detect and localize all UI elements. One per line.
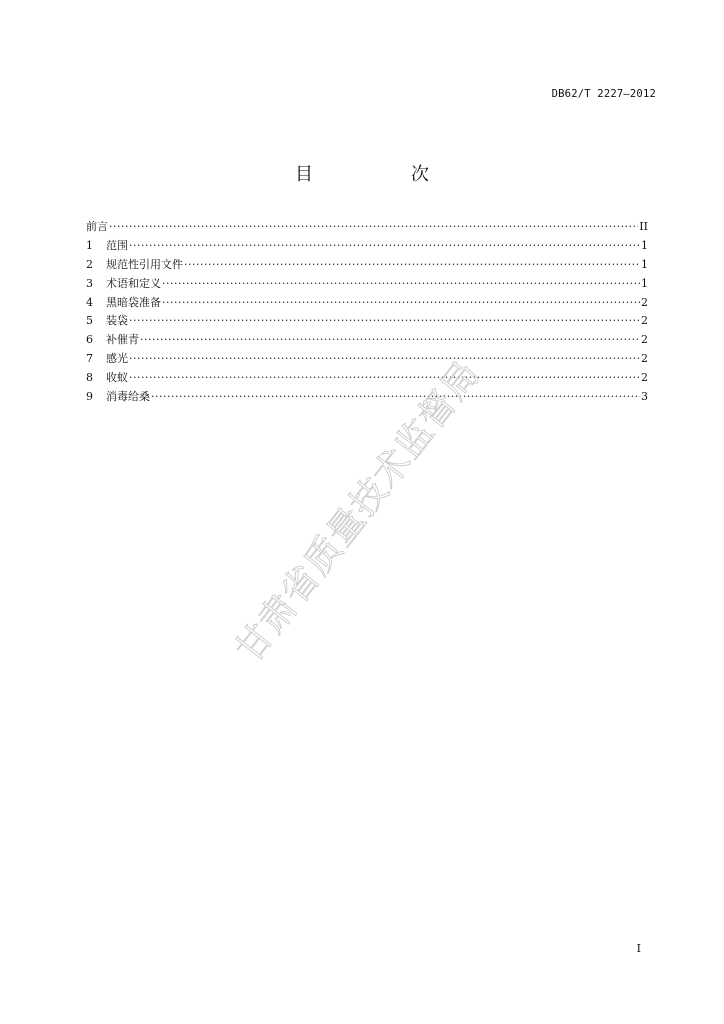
toc-entry-number: 9	[86, 390, 93, 404]
toc-entry-page: 2	[641, 333, 648, 347]
toc-entry-label: 装袋	[106, 314, 128, 328]
toc-entry-label: 术语和定义	[106, 276, 161, 290]
toc-dot-leader	[184, 256, 640, 275]
toc-title: 目 次	[295, 164, 469, 185]
toc-entry-label: 消毒给桑	[106, 390, 150, 404]
toc-entry-4[interactable]	[86, 294, 648, 313]
toc-entry-page: 1	[641, 257, 648, 271]
toc-entry-page: 1	[641, 276, 648, 290]
toc-entry-label: 范围	[106, 238, 128, 252]
toc-dot-leader	[109, 218, 638, 237]
toc-entry-5[interactable]	[86, 312, 648, 331]
toc-entry-2[interactable]	[86, 256, 648, 275]
toc-entry-9[interactable]	[86, 388, 648, 407]
toc-entry-number: 6	[86, 333, 93, 347]
toc-entry-number: 3	[86, 276, 93, 290]
toc-entry-label: 规范性引用文件	[106, 257, 183, 271]
toc-entry-1[interactable]	[86, 237, 648, 256]
toc-entry-label: 感光	[106, 352, 128, 366]
toc-entry-page: 2	[641, 371, 648, 385]
toc-dot-leader	[151, 388, 640, 407]
toc-entry-foreword[interactable]	[86, 218, 648, 237]
toc-dot-leader	[129, 369, 640, 388]
toc-entry-7[interactable]	[86, 350, 648, 369]
toc-dot-leader	[129, 312, 640, 331]
toc-dot-leader	[162, 294, 640, 313]
toc-dot-leader	[162, 275, 640, 294]
toc-entry-number: 7	[86, 352, 93, 366]
document-code: DB62/T 2227—2012	[551, 88, 656, 100]
page-number: I	[636, 942, 641, 955]
toc-entry-6[interactable]	[86, 331, 648, 350]
toc-entry-number: 4	[86, 295, 93, 309]
toc-entry-page: 2	[641, 314, 648, 328]
toc-entry-page: 3	[641, 390, 648, 404]
toc-entry-label: 前言	[86, 220, 108, 233]
toc-entry-page: 2	[641, 352, 648, 366]
toc-entry-3[interactable]	[86, 275, 648, 294]
table-of-contents	[86, 218, 648, 407]
toc-entry-page: 2	[641, 295, 648, 309]
toc-entry-number: 1	[86, 238, 93, 252]
toc-dot-leader	[129, 237, 640, 256]
toc-entry-label: 补催青	[106, 333, 139, 347]
watermark: 甘肃省质量技术监督局	[228, 353, 489, 671]
toc-entry-page: II	[639, 220, 648, 233]
toc-dot-leader	[140, 331, 640, 350]
toc-entry-label: 黑暗袋准备	[106, 295, 161, 309]
toc-entry-number: 2	[86, 257, 93, 271]
toc-entry-page: 1	[641, 238, 648, 252]
toc-entry-number: 5	[86, 314, 93, 328]
toc-entry-label: 收蚁	[106, 371, 128, 385]
toc-entry-8[interactable]	[86, 369, 648, 388]
toc-dot-leader	[129, 350, 640, 369]
toc-entry-number: 8	[86, 371, 93, 385]
